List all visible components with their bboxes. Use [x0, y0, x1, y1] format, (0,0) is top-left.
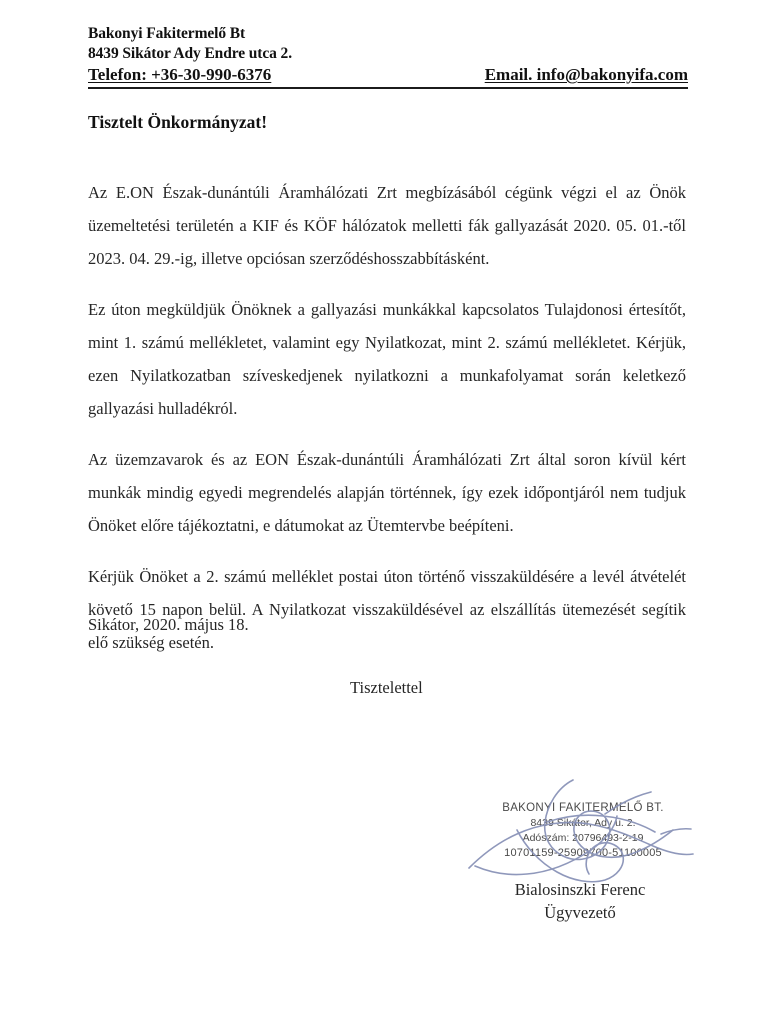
- letterhead-email: Email. info@bakonyifa.com: [484, 65, 688, 84]
- stamp-tax-number: Adószám: 20796493-2-19: [522, 832, 644, 844]
- stamp-bank-account: 10701159-25909700-51100005: [504, 847, 662, 859]
- company-stamp: [483, 800, 683, 861]
- body-paragraph: Az E.ON Észak-dunántúli Áramhálózati Zrt megbízásából cégünk végzi el az Önök üzemeltetési területén a KIF és KÖF hálózatok melletti fák gallyazását 2020. 05. 01.-től 2023. 04. 29.-ig, illetve opciósan szerződéshosszabbításként.: [88, 183, 686, 268]
- letter-body: [88, 176, 686, 659]
- letterhead-contact-row: [88, 64, 688, 89]
- body-paragraph: Az üzemzavarok és az EON Észak-dunántúli Áramhálózati Zrt által soron kívül kért munkák mindig egyedi megrendelés alapján történnek, így ezek időpontjáról nem tudjuk Önöket előre tájékoztatni, e dátumokat az Ütemtervbe beépíteni.: [88, 450, 686, 535]
- letterhead-company: Bakonyi Fakitermelő Bt: [88, 25, 246, 42]
- signatory-name: Bialosinszki Ferenc: [514, 880, 646, 899]
- salutation: Tisztelt Önkormányzat!: [88, 112, 268, 132]
- body-paragraph: Kérjük Önöket a 2. számú melléklet postai úton történő visszaküldésére a levél átvételét követő 15 napon belül. A Nyilatkozat visszaküldésével az elszállítás ütemezését segítik elő szükség esetén.: [88, 567, 686, 652]
- place-and-date: Sikátor, 2020. május 18.: [88, 615, 249, 634]
- body-paragraph: Ez úton megküldjük Önöknek a gallyazási munkákkal kapcsolatos Tulajdonosi értesítőt, mint 1. számú mellékletet, valamint egy Nyilatkozat, mint 2. számú mellékletet. Kérjük, ezen Nyilatkozatban szíveskedjenek nyilatkozni a munkafolyamat során keletkező gallyazási hulladékról.: [88, 300, 686, 418]
- signatory-title: Ügyvezető: [544, 903, 616, 922]
- letterhead-address: 8439 Sikátor Ady Endre utca 2.: [88, 45, 292, 62]
- stamp-address: 8439 Sikátor, Ady u. 2.: [530, 817, 636, 829]
- signatory-block: [455, 878, 705, 924]
- letterhead-phone: Telefon: +36-30-990-6376: [88, 65, 272, 84]
- stamp-company-name: BAKONYI FAKITERMELŐ BT.: [502, 802, 664, 814]
- closing-salutation: Tisztelettel: [350, 678, 423, 697]
- letterhead: [88, 24, 688, 89]
